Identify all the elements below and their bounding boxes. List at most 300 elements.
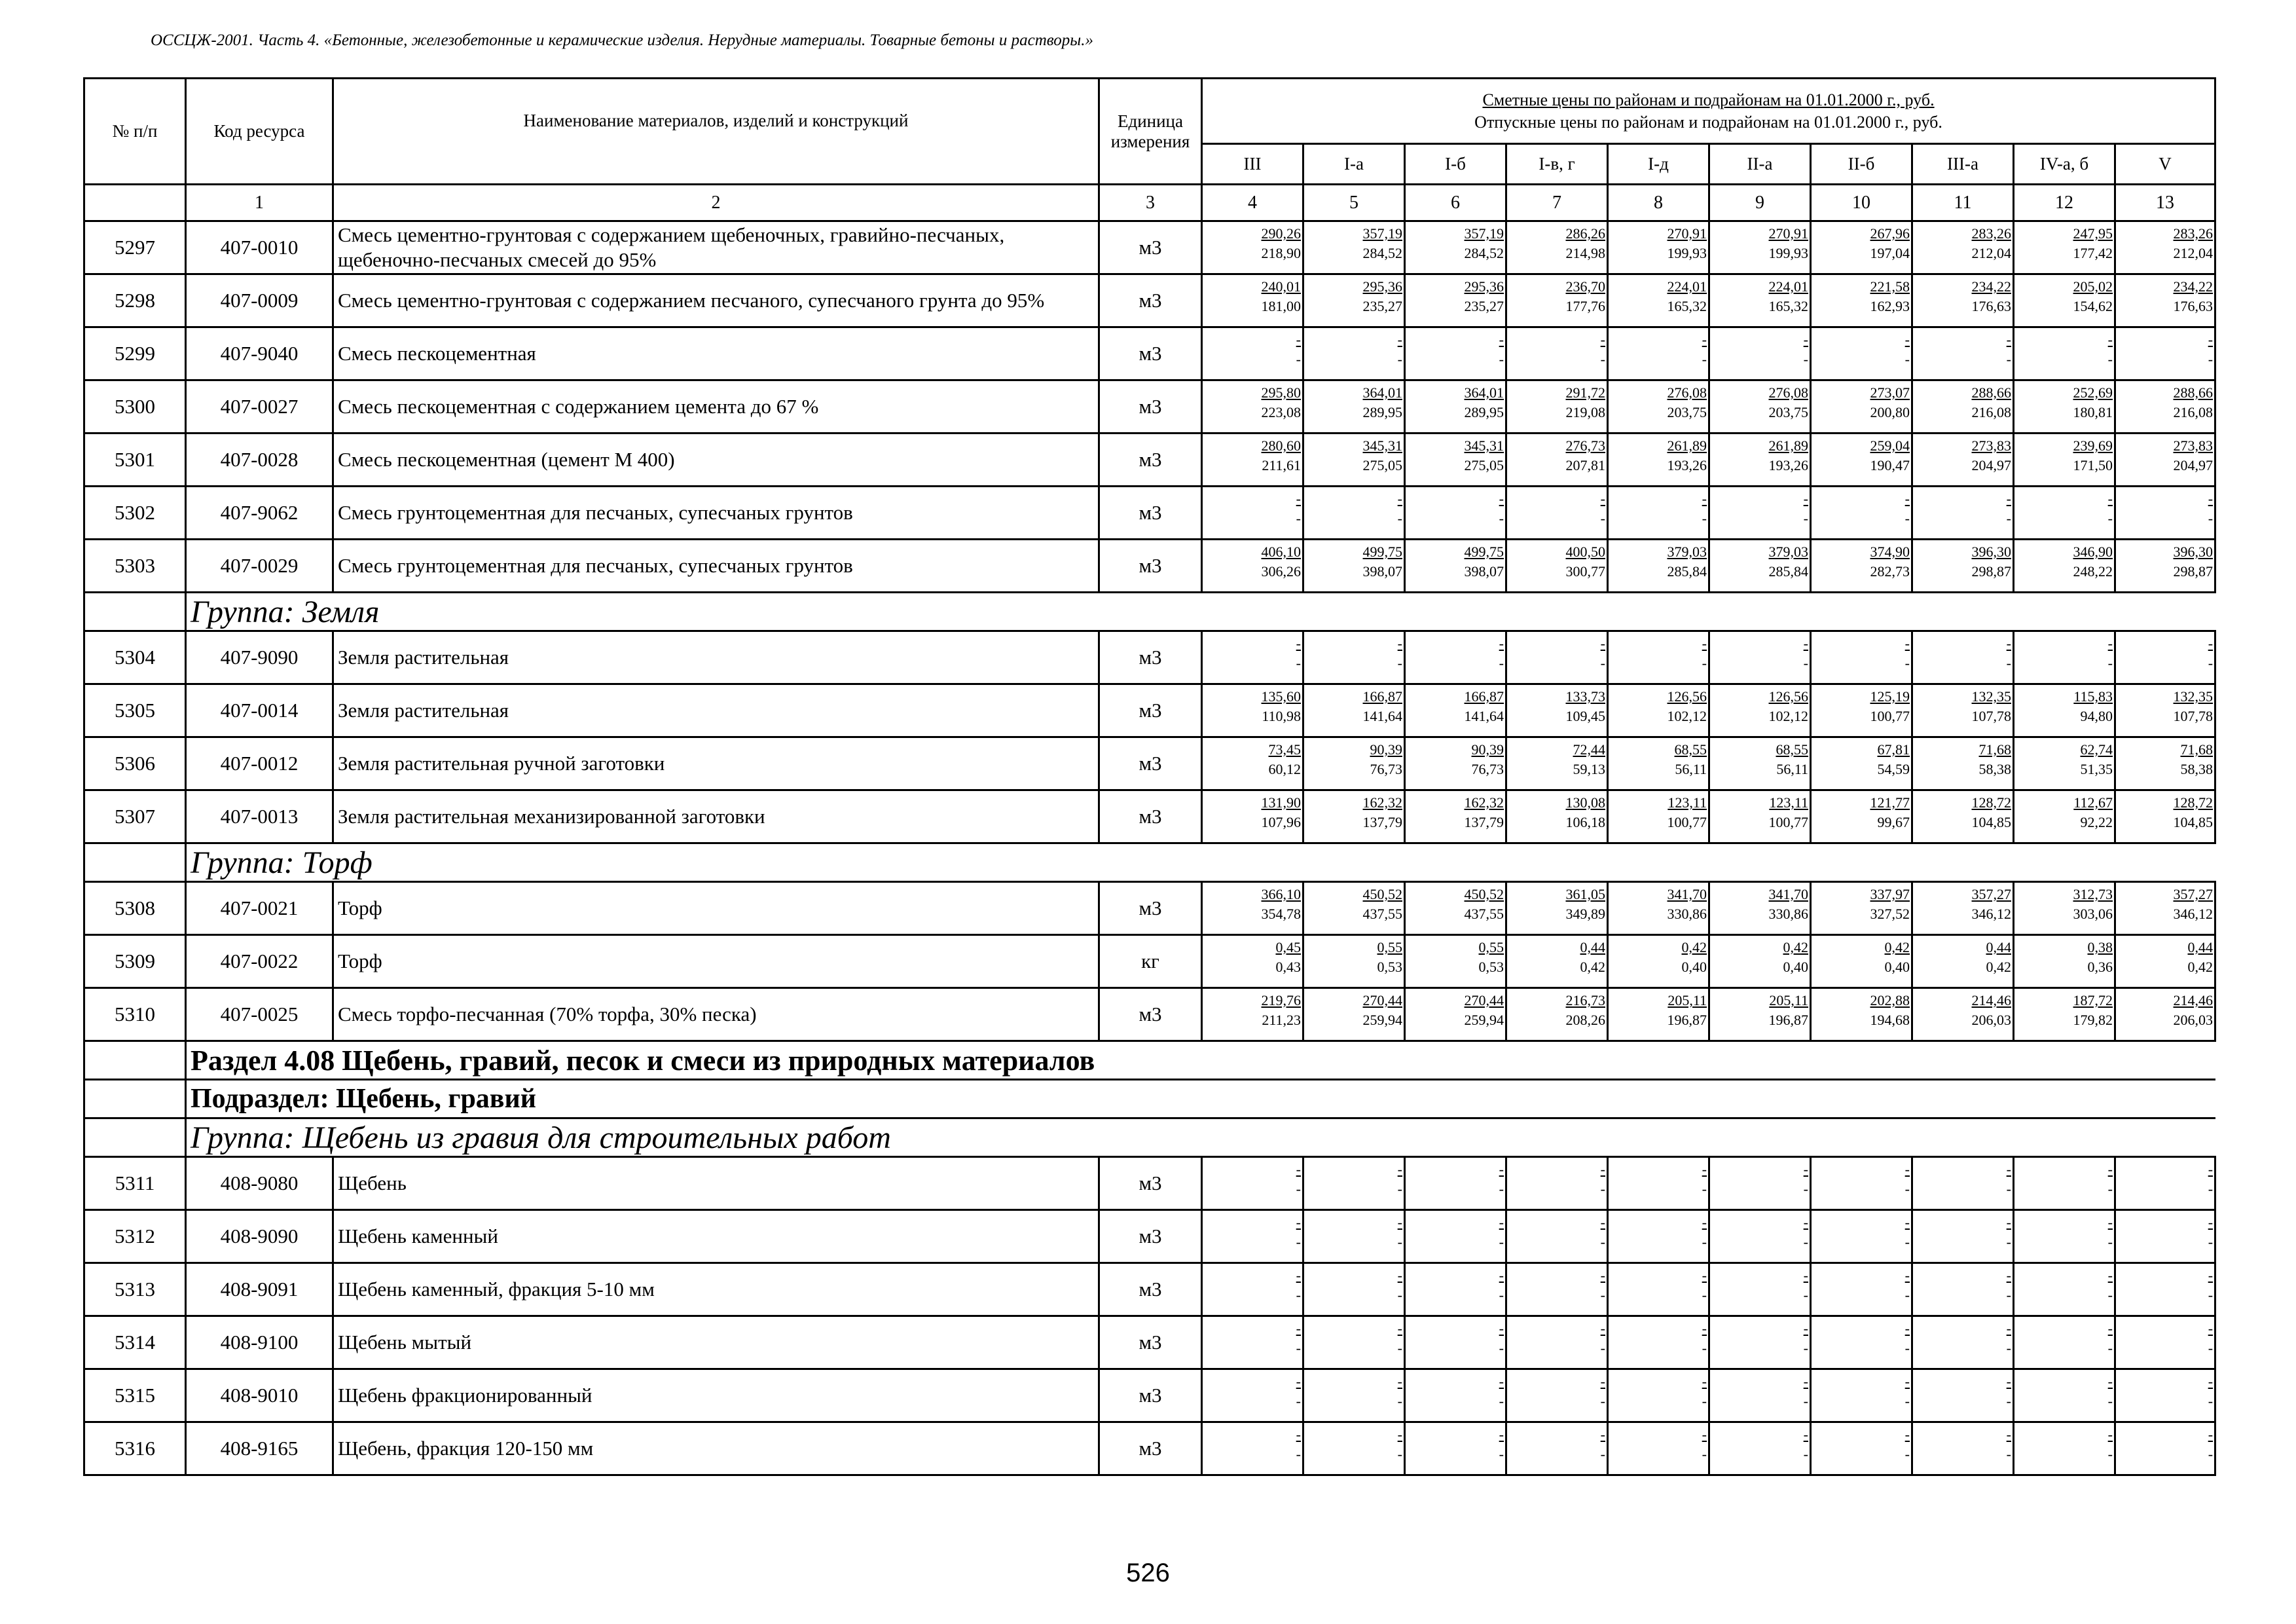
price-cell — [1405, 631, 1506, 684]
estimate-price: 346,90 — [2073, 544, 2113, 560]
table-row — [84, 737, 2215, 790]
release-price: - — [2107, 655, 2113, 671]
price-cell — [1811, 274, 1912, 327]
estimate-price: 0,42 — [1681, 939, 1707, 955]
release-price: 398,07 — [1362, 563, 1402, 580]
row-num: 5300 — [84, 380, 186, 434]
release-price: 0,42 — [2187, 959, 2214, 975]
row-unit: м3 — [1099, 1422, 1202, 1475]
region-header: I-в, г — [1506, 144, 1608, 185]
estimate-price: 366,10 — [1261, 886, 1301, 902]
estimate-price: 450,52 — [1362, 886, 1402, 902]
release-price: - — [1702, 655, 1707, 671]
estimate-price: - — [2107, 635, 2113, 652]
release-price: - — [1904, 1340, 1910, 1356]
row-num: 5302 — [84, 487, 186, 540]
release-price: 199,93 — [1667, 245, 1707, 261]
price-cell — [1709, 380, 1811, 434]
table-row — [84, 988, 2215, 1041]
region-header: IV-а, б — [2014, 144, 2115, 185]
release-price: 211,23 — [1262, 1012, 1301, 1028]
release-price: - — [2107, 1181, 2113, 1197]
price-cell — [1912, 1210, 2014, 1263]
estimate-price: 67,81 — [1877, 741, 1910, 758]
price-cell — [1405, 274, 1506, 327]
estimate-price: - — [1803, 1161, 1808, 1177]
group-title: Группа: Земля — [186, 593, 2215, 631]
price-cell — [1405, 540, 1506, 593]
row-code: 407-0013 — [186, 790, 333, 843]
release-price: - — [1803, 1393, 1808, 1409]
row-code: 408-9080 — [186, 1157, 333, 1210]
release-price: 107,78 — [2173, 708, 2214, 724]
release-price: - — [1702, 1181, 1707, 1197]
region-header: V — [2115, 144, 2215, 185]
release-price: 154,62 — [2073, 298, 2113, 314]
release-price: 330,86 — [1667, 906, 1707, 922]
price-cell — [1303, 1157, 1405, 1210]
estimate-price: 288,66 — [2173, 384, 2214, 401]
estimate-price: - — [1397, 635, 1402, 652]
price-cell — [1506, 684, 1608, 737]
release-price: 327,52 — [1870, 906, 1910, 922]
release-price: 216,08 — [1971, 404, 2011, 420]
row-unit: м3 — [1099, 882, 1202, 935]
estimate-price: - — [2006, 635, 2011, 652]
table-row — [84, 631, 2215, 684]
release-price: 0,43 — [1275, 959, 1301, 975]
price-cell — [1506, 221, 1608, 274]
estimate-price: - — [1499, 635, 1504, 652]
estimate-price: - — [1397, 331, 1402, 348]
price-cell — [1506, 1369, 1608, 1422]
price-cell — [2115, 1210, 2215, 1263]
table-row — [84, 274, 2215, 327]
release-price: - — [2006, 351, 2011, 367]
price-cell — [1912, 935, 2014, 988]
release-price: 354,78 — [1261, 906, 1301, 922]
release-price: 0,36 — [2087, 959, 2113, 975]
release-price: - — [1904, 655, 1910, 671]
estimate-price: - — [1499, 1426, 1504, 1443]
row-num-blank — [84, 1041, 186, 1080]
price-cell — [2014, 487, 2115, 540]
release-price: - — [2107, 510, 2113, 526]
estimate-price: 62,74 — [2080, 741, 2113, 758]
estimate-price: - — [1803, 331, 1808, 348]
price-cell — [1709, 1316, 1811, 1369]
estimate-price: - — [2208, 1161, 2214, 1177]
release-price: 398,07 — [1464, 563, 1504, 580]
release-price: - — [2208, 655, 2214, 671]
release-price: - — [1904, 510, 1910, 526]
subsection-row — [84, 1080, 2215, 1118]
estimate-price: - — [2006, 490, 2011, 507]
price-cell — [1202, 380, 1303, 434]
price-cell — [1506, 737, 1608, 790]
estimate-price: - — [1600, 490, 1605, 507]
release-price: 104,85 — [2173, 814, 2214, 830]
row-num: 5310 — [84, 988, 186, 1041]
release-price: 303,06 — [2073, 906, 2113, 922]
estimate-price: 133,73 — [1565, 688, 1605, 705]
release-price: 176,63 — [1971, 298, 2011, 314]
price-cell — [1811, 684, 1912, 737]
release-price: - — [2208, 1340, 2214, 1356]
release-price: 199,93 — [1768, 245, 1808, 261]
release-price: 214,98 — [1565, 245, 1605, 261]
estimate-price: 221,58 — [1870, 278, 1910, 295]
estimate-price: 132,35 — [2173, 688, 2214, 705]
price-cell — [1202, 935, 1303, 988]
release-price: 218,90 — [1261, 245, 1301, 261]
price-cell — [1506, 790, 1608, 843]
price-cell — [2115, 1422, 2215, 1475]
release-price: 165,32 — [1768, 298, 1808, 314]
price-cell — [1506, 1422, 1608, 1475]
price-cell — [2115, 737, 2215, 790]
price-cell — [1608, 1263, 1709, 1316]
estimate-price: 166,87 — [1362, 688, 1402, 705]
estimate-price: - — [1296, 1373, 1301, 1390]
estimate-price: 126,56 — [1768, 688, 1808, 705]
estimate-price: - — [1296, 1161, 1301, 1177]
price-cell — [1912, 380, 2014, 434]
estimate-price: 361,05 — [1565, 886, 1605, 902]
price-cell — [1709, 1157, 1811, 1210]
price-cell — [1608, 540, 1709, 593]
release-price: 285,84 — [1667, 563, 1707, 580]
price-cell — [1608, 737, 1709, 790]
estimate-price: 71,68 — [2180, 741, 2214, 758]
row-code: 407-0010 — [186, 221, 333, 274]
price-cell — [2014, 631, 2115, 684]
price-cell — [1608, 1157, 1709, 1210]
price-cell — [2014, 737, 2115, 790]
row-num: 5301 — [84, 434, 186, 487]
estimate-price: 0,44 — [2187, 939, 2214, 955]
release-price: 58,38 — [1978, 761, 2011, 777]
price-cell — [1506, 882, 1608, 935]
release-price: - — [1904, 1393, 1910, 1409]
estimate-price: 135,60 — [1261, 688, 1301, 705]
row-code: 407-0027 — [186, 380, 333, 434]
row-unit: м3 — [1099, 327, 1202, 380]
release-price: 92,22 — [2080, 814, 2113, 830]
table-row — [84, 434, 2215, 487]
estimate-price: 0,44 — [1986, 939, 2011, 955]
price-cell — [1405, 221, 1506, 274]
col-name-header: Наименование материалов, изделий и конструкций — [333, 79, 1099, 185]
price-cell — [1811, 221, 1912, 274]
release-price: 0,42 — [1986, 959, 2011, 975]
estimate-price: - — [2208, 331, 2214, 348]
table-row — [84, 882, 2215, 935]
release-price: 180,81 — [2073, 404, 2113, 420]
price-cell — [1405, 737, 1506, 790]
release-price: 171,50 — [2073, 457, 2113, 473]
price-cell — [1405, 1210, 1506, 1263]
row-name: Смесь грунтоцементная для песчаных, супесчаных грунтов — [333, 540, 1099, 593]
row-num: 5316 — [84, 1422, 186, 1475]
row-unit: м3 — [1099, 684, 1202, 737]
estimate-price: 295,80 — [1261, 384, 1301, 401]
estimate-price: 126,56 — [1667, 688, 1707, 705]
price-cell — [1912, 434, 2014, 487]
release-price: 100,77 — [1667, 814, 1707, 830]
price-cell — [1506, 631, 1608, 684]
price-cell — [1608, 1369, 1709, 1422]
row-unit: м3 — [1099, 737, 1202, 790]
price-cell — [1608, 882, 1709, 935]
estimate-price: - — [1296, 1267, 1301, 1283]
release-price: 196,87 — [1667, 1012, 1707, 1028]
estimate-price: - — [1296, 490, 1301, 507]
price-cell — [1202, 1422, 1303, 1475]
release-price: 0,40 — [1783, 959, 1808, 975]
estimate-price: 406,10 — [1261, 544, 1301, 560]
price-cell — [2115, 327, 2215, 380]
estimate-price: 280,60 — [1261, 437, 1301, 454]
release-price: 0,40 — [1681, 959, 1707, 975]
release-price: - — [2107, 1393, 2113, 1409]
column-index: 12 — [2014, 185, 2115, 221]
estimate-price: - — [2208, 490, 2214, 507]
price-cell — [1303, 487, 1405, 540]
release-price: 248,22 — [2073, 563, 2113, 580]
estimate-price: 0,55 — [1478, 939, 1504, 955]
estimate-price: - — [2006, 1214, 2011, 1230]
estimate-price: 259,04 — [1870, 437, 1910, 454]
row-name: Торф — [333, 935, 1099, 988]
table-row — [84, 684, 2215, 737]
release-price: 56,11 — [1776, 761, 1808, 777]
price-cell — [1608, 935, 1709, 988]
row-code: 407-0028 — [186, 434, 333, 487]
row-num: 5303 — [84, 540, 186, 593]
row-unit: м3 — [1099, 1369, 1202, 1422]
price-cell — [1405, 684, 1506, 737]
estimate-price: 0,38 — [2087, 939, 2113, 955]
estimate-price: 90,39 — [1370, 741, 1402, 758]
row-unit: м3 — [1099, 540, 1202, 593]
column-index: 10 — [1811, 185, 1912, 221]
price-cell — [1811, 1422, 1912, 1475]
estimate-price: 240,01 — [1261, 278, 1301, 295]
release-price: 110,98 — [1262, 708, 1301, 724]
row-num: 5309 — [84, 935, 186, 988]
estimate-price: 234,22 — [2173, 278, 2214, 295]
price-cell — [2014, 790, 2115, 843]
release-price: 298,87 — [2173, 563, 2214, 580]
price-cell — [2115, 631, 2215, 684]
release-price: 0,53 — [1478, 959, 1504, 975]
estimate-price: 400,50 — [1565, 544, 1605, 560]
release-price: - — [1600, 510, 1605, 526]
estimate-price: 224,01 — [1667, 278, 1707, 295]
row-code: 407-9040 — [186, 327, 333, 380]
estimate-price: 205,02 — [2073, 278, 2113, 295]
row-code: 407-9090 — [186, 631, 333, 684]
price-cell — [1912, 631, 2014, 684]
price-cell — [2115, 684, 2215, 737]
estimate-price: - — [1600, 1373, 1605, 1390]
estimate-price: 123,11 — [1769, 794, 1808, 811]
price-cell — [2115, 1263, 2215, 1316]
estimate-price: 357,27 — [2173, 886, 2214, 902]
estimate-price: - — [2107, 490, 2113, 507]
column-index-row — [84, 185, 2215, 221]
price-cell — [2014, 935, 2115, 988]
estimate-price: 130,08 — [1565, 794, 1605, 811]
release-price: 284,52 — [1362, 245, 1402, 261]
release-price: - — [1904, 351, 1910, 367]
row-name: Щебень каменный, фракция 5-10 мм — [333, 1263, 1099, 1316]
group-row — [84, 593, 2215, 631]
estimate-price: - — [1904, 1214, 1910, 1230]
release-price: - — [1499, 1340, 1504, 1356]
price-cell — [1506, 1263, 1608, 1316]
release-price: - — [1296, 510, 1301, 526]
release-price: - — [1499, 1287, 1504, 1303]
price-cell — [1811, 1263, 1912, 1316]
price-cell — [1709, 434, 1811, 487]
row-name: Смесь пескоцементная — [333, 327, 1099, 380]
release-price: - — [1397, 655, 1402, 671]
estimate-price: 0,44 — [1580, 939, 1605, 955]
table-row — [84, 935, 2215, 988]
estimate-price: - — [1803, 1320, 1808, 1337]
region-header: II-б — [1811, 144, 1912, 185]
col-num-header: № п/п — [84, 79, 186, 185]
release-price: 298,87 — [1971, 563, 2011, 580]
price-cell — [1709, 540, 1811, 593]
price-cell — [1912, 1422, 2014, 1475]
row-num-blank — [84, 593, 186, 631]
estimate-price: 112,67 — [2073, 794, 2113, 811]
row-name: Смесь пескоцементная с содержанием цемента до 67 % — [333, 380, 1099, 434]
estimate-price: - — [2208, 1373, 2214, 1390]
price-cell — [1202, 631, 1303, 684]
estimate-price: 252,69 — [2073, 384, 2113, 401]
price-cell — [1506, 434, 1608, 487]
estimate-price: - — [1296, 1426, 1301, 1443]
release-price: - — [1702, 1287, 1707, 1303]
column-index-blank — [84, 185, 186, 221]
price-cell — [1811, 935, 1912, 988]
prices-title — [1202, 79, 2215, 144]
estimate-price: 312,73 — [2073, 886, 2113, 902]
release-price: - — [1702, 1393, 1707, 1409]
release-price: - — [1803, 1181, 1808, 1197]
price-cell — [2014, 1157, 2115, 1210]
estimate-price: 236,70 — [1565, 278, 1605, 295]
region-header: I-д — [1608, 144, 1709, 185]
estimate-price: - — [2208, 635, 2214, 652]
row-name: Земля растительная — [333, 631, 1099, 684]
release-price: 349,89 — [1565, 906, 1605, 922]
estimate-price: 72,44 — [1573, 741, 1605, 758]
release-price: 306,26 — [1261, 563, 1301, 580]
estimate-price: 224,01 — [1768, 278, 1808, 295]
row-code: 407-0014 — [186, 684, 333, 737]
release-price: 107,96 — [1261, 814, 1301, 830]
release-price: 206,03 — [1971, 1012, 2011, 1028]
estimate-price: 125,19 — [1870, 688, 1910, 705]
price-cell — [1709, 1210, 1811, 1263]
estimate-price: - — [1904, 1320, 1910, 1337]
release-price: 0,53 — [1377, 959, 1402, 975]
estimate-price: 71,68 — [1978, 741, 2011, 758]
row-name: Щебень — [333, 1157, 1099, 1210]
prices-title-estimate: Сметные цены по районам и подрайонам на 01.01.2000 г., руб. — [1482, 90, 1935, 109]
price-cell — [1303, 274, 1405, 327]
estimate-price: - — [1702, 635, 1707, 652]
release-price: 76,73 — [1471, 761, 1504, 777]
estimate-price: 273,83 — [1971, 437, 2011, 454]
col-code-header: Код ресурса — [186, 79, 333, 185]
estimate-price: 0,45 — [1275, 939, 1301, 955]
table-row — [84, 1316, 2215, 1369]
estimate-price: - — [1600, 1426, 1605, 1443]
estimate-price: 499,75 — [1464, 544, 1504, 560]
release-price: 141,64 — [1362, 708, 1402, 724]
document-header: ОССЦЖ-2001. Часть 4. «Бетонные, железобетонные и керамические изделия. Нерудные материалы. Товарные бетоны и растворы.» — [151, 31, 1093, 49]
release-price: 300,77 — [1565, 563, 1605, 580]
estimate-price: 68,55 — [1776, 741, 1808, 758]
row-name: Торф — [333, 882, 1099, 935]
release-price: - — [2006, 1393, 2011, 1409]
release-price: 0,42 — [1580, 959, 1605, 975]
region-header: II-а — [1709, 144, 1811, 185]
price-cell — [2115, 221, 2215, 274]
release-price: 177,76 — [1565, 298, 1605, 314]
row-code: 407-0025 — [186, 988, 333, 1041]
row-unit: м3 — [1099, 434, 1202, 487]
release-price: 212,04 — [2173, 245, 2214, 261]
price-cell — [1506, 487, 1608, 540]
subsection-title: Подраздел: Щебень, гравий — [186, 1080, 2215, 1118]
release-price: 282,73 — [1870, 563, 1910, 580]
release-price: - — [2107, 351, 2113, 367]
price-cell — [1405, 935, 1506, 988]
release-price: - — [1803, 1446, 1808, 1462]
price-cell — [1709, 1369, 1811, 1422]
price-cell — [1709, 221, 1811, 274]
estimate-price: - — [1904, 1373, 1910, 1390]
release-price: - — [1397, 510, 1402, 526]
release-price: 437,55 — [1464, 906, 1504, 922]
row-num-blank — [84, 1080, 186, 1118]
price-cell — [1912, 540, 2014, 593]
row-num: 5311 — [84, 1157, 186, 1210]
price-cell — [1303, 434, 1405, 487]
price-cell — [2014, 1263, 2115, 1316]
price-cell — [2115, 1157, 2215, 1210]
release-price: - — [1296, 1287, 1301, 1303]
row-name: Щебень фракционированный — [333, 1369, 1099, 1422]
release-price: 109,45 — [1565, 708, 1605, 724]
price-cell — [2014, 327, 2115, 380]
release-price: - — [1296, 1446, 1301, 1462]
estimate-price: - — [1397, 1426, 1402, 1443]
estimate-price: - — [1499, 490, 1504, 507]
row-num-blank — [84, 843, 186, 882]
price-cell — [1811, 1210, 1912, 1263]
price-cell — [2115, 434, 2215, 487]
table-row — [84, 1422, 2215, 1475]
price-cell — [1202, 684, 1303, 737]
